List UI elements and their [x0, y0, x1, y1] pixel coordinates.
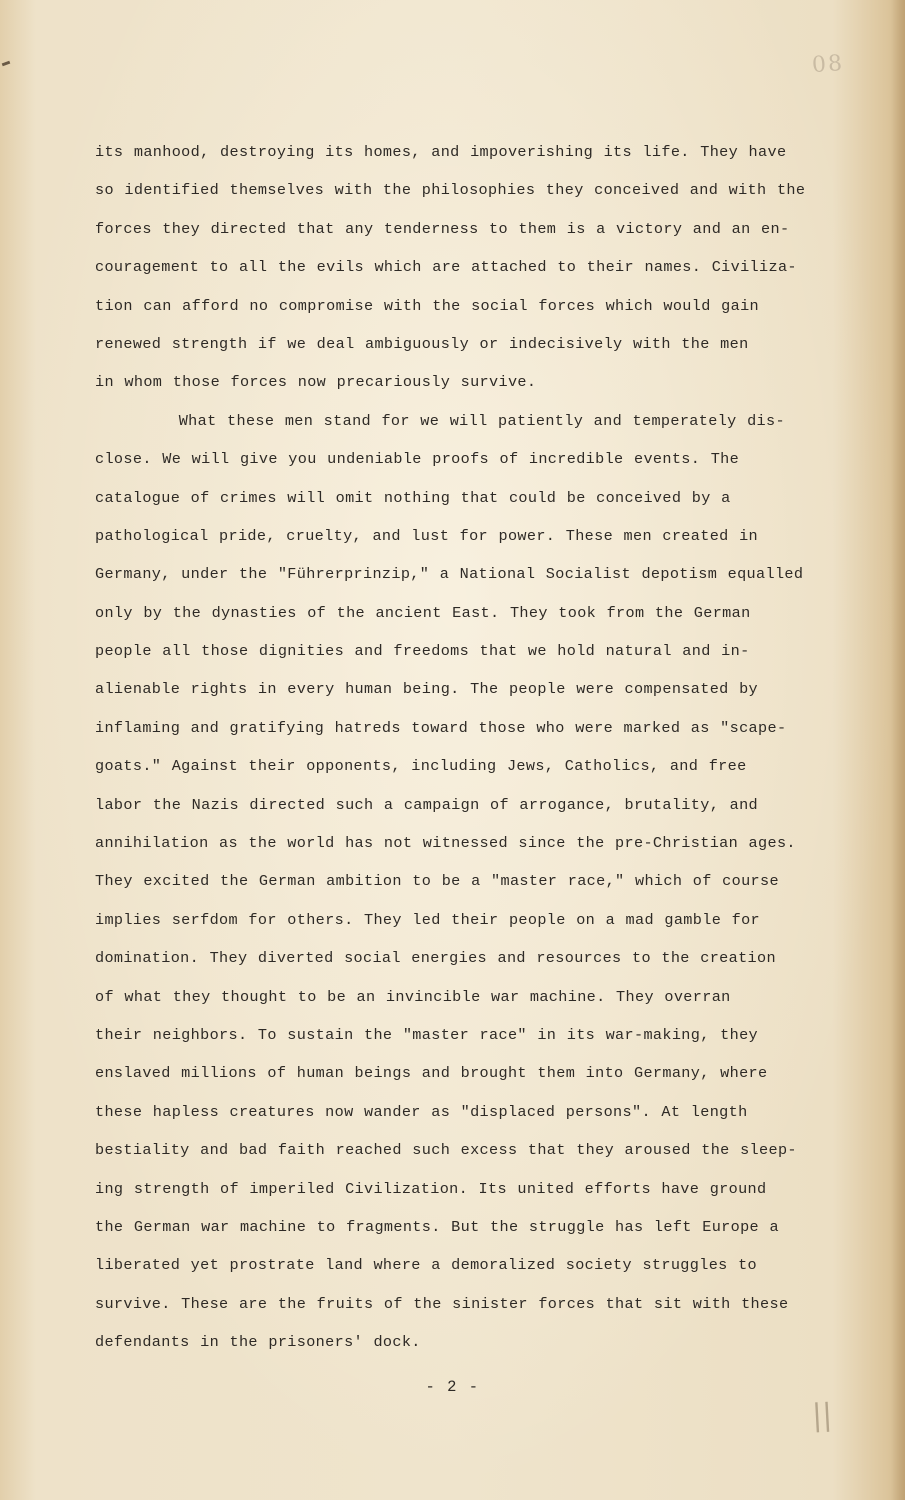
text-line-7: in whom those forces now precariously survive.	[95, 373, 537, 392]
text-line-30: liberated yet prostrate land where a demoralized society struggles to	[95, 1256, 758, 1275]
text-line-32: defendants in the prisoners' dock.	[95, 1333, 421, 1352]
text-line-3: forces they directed that any tenderness to them is a victory and an en-	[95, 219, 790, 238]
text-line-4: couragement to all the evils which are attached to their names. Civiliza-	[95, 258, 797, 277]
text-line-31: survive. These are the fruits of the sinister forces that sit with these	[95, 1294, 789, 1313]
text-line-21: implies serfdom for others. They led their people on a mad gamble for	[95, 910, 761, 929]
text-line-16: inflaming and gratifying hatreds toward those who were marked as "scape-	[95, 718, 787, 737]
text-line-27: bestiality and bad faith reached such excess that they aroused the sleep-	[95, 1141, 797, 1160]
text-line-15: alienable rights in every human being. The people were compensated by	[95, 680, 759, 699]
text-line-24: their neighbors. To sustain the "master race" in its war-making, they	[95, 1025, 759, 1044]
page-number: - 2 -	[425, 1378, 480, 1396]
text-line-14: people all those dignities and freedoms that we hold natural and in-	[95, 642, 750, 661]
text-line-6: renewed strength if we deal ambiguously or indecisively with the men	[95, 334, 749, 353]
text-line-8: What these men stand for we will patiently and temperately dis-	[95, 411, 785, 430]
text-line-25: enslaved millions of human beings and brought them into Germany, where	[95, 1064, 768, 1083]
text-line-23: of what they thought to be an invincible war machine. They overran	[95, 987, 731, 1006]
margin-tick-mark	[2, 61, 11, 67]
text-line-28: ing strength of imperiled Civilization. Its united efforts have ground	[95, 1179, 767, 1198]
text-line-11: pathological pride, cruelty, and lust for power. These men created in	[95, 526, 759, 545]
text-line-26: these hapless creatures now wander as "displaced persons". At length	[95, 1102, 748, 1121]
page-edge-shadow	[891, 0, 905, 1500]
text-line-1: its manhood, destroying its homes, and impoverishing its life. They have	[95, 143, 787, 161]
text-line-2: so identified themselves with the philosophies they conceived and with the	[95, 181, 806, 200]
text-line-12: Germany, under the "Führerprinzip," a National Socialist depotism equalled	[95, 565, 804, 584]
text-line-9: close. We will give you undeniable proofs of incredible events. The	[95, 450, 740, 469]
pencil-margin-mark: ||	[811, 1397, 834, 1434]
text-line-22: domination. They diverted social energies and resources to the creation	[95, 949, 776, 968]
text-line-29: the German war machine to fragments. But the struggle has left Europe a	[95, 1217, 779, 1236]
text-line-13: only by the dynasties of the ancient East. They took from the German	[95, 603, 751, 622]
text-line-5: tion can afford no compromise with the social forces which would gain	[95, 296, 760, 315]
text-line-17: goats." Against their opponents, including Jews, Catholics, and free	[95, 757, 747, 776]
text-line-20: They excited the German ambition to be a "master race," which of course	[95, 872, 779, 891]
text-line-18: labor the Nazis directed such a campaign of arrogance, brutality, and	[95, 795, 759, 814]
text-line-10: catalogue of crimes will omit nothing that could be conceived by a	[95, 488, 731, 507]
body-text	[95, 140, 825, 1369]
pencil-page-mark: 08	[811, 50, 845, 79]
text-line-19: annihilation as the world has not witnessed since the pre-Christian ages.	[95, 834, 796, 853]
